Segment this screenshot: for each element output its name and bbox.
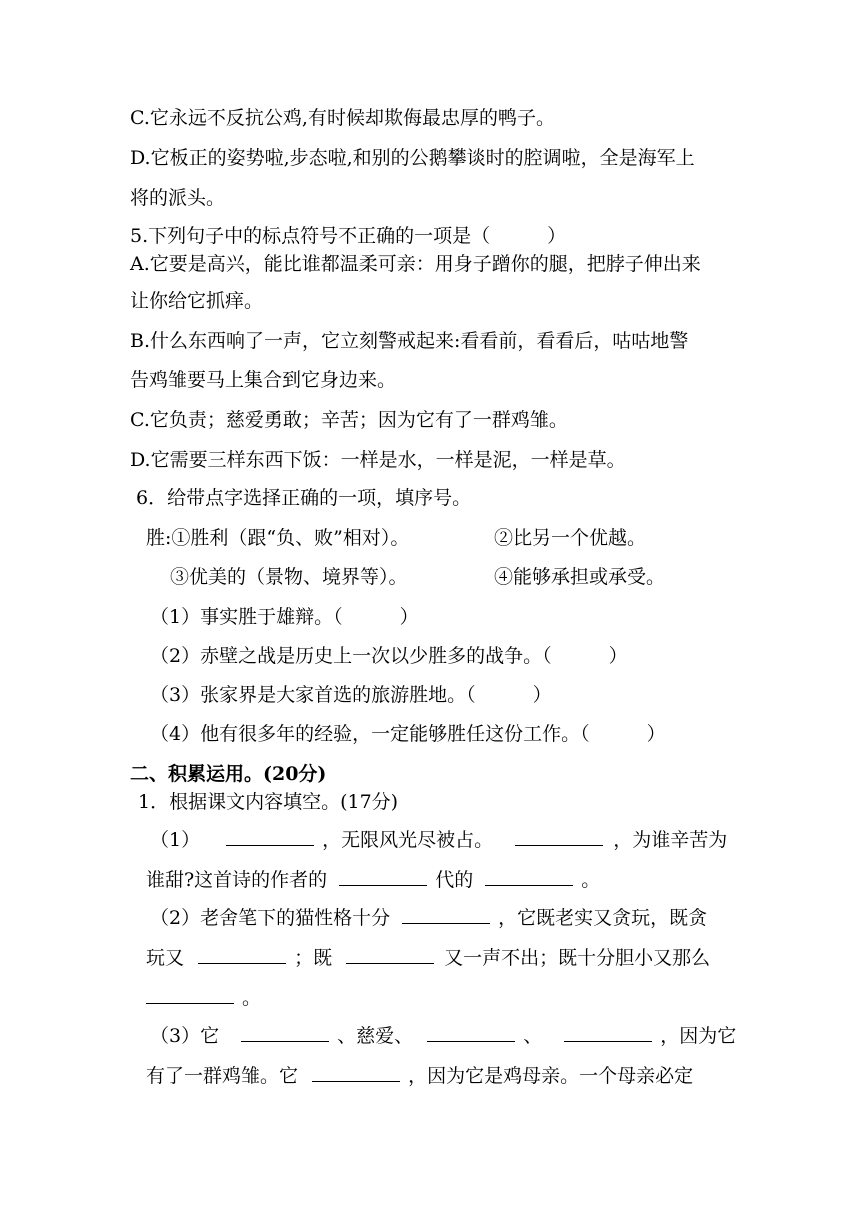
q5-option-a-line2: 让你给它抓痒。 [130, 290, 264, 312]
q6-def-label: 胜: [146, 527, 172, 549]
fill-text: 。 [581, 869, 601, 891]
q6-def-row1 [146, 526, 409, 550]
fill-text: ，无限风光尽被占。 [322, 829, 494, 851]
q6-def1: ①胜利（跟“负、败”相对）。 [171, 527, 410, 549]
fill-text: 又一声不出；既十分胆小又那么 [444, 947, 711, 969]
q6-item4: （4）他有很多年的经验，一定能够胜任这份工作。（ ） [150, 723, 666, 745]
fill-blank[interactable] [515, 829, 603, 846]
fill-blank[interactable] [241, 1025, 329, 1042]
fill-line-7 [146, 1064, 693, 1088]
fill-text: 谁甜?这首诗的作者的 [146, 869, 328, 891]
fill-text: ；既 [294, 947, 333, 969]
q6-item2: （2）赤壁之战是历史上一次以少胜多的战争。（ ） [150, 645, 628, 667]
section2-q1-stem: 1．根据课文内容填空。(17分) [138, 791, 399, 813]
fill-text: ，为谁辛苦为 [613, 829, 728, 851]
fill-line-3 [150, 906, 707, 930]
fill-blank[interactable] [312, 1065, 400, 1082]
fill-text: （3）它 [150, 1025, 220, 1047]
fill-line-5 [146, 986, 261, 1010]
fill-text: 有了一群鸡雏。它 [146, 1065, 299, 1087]
q4-option-d-line2: 将的派头。 [130, 187, 226, 209]
q6-def4: ④能够承担或承受。 [494, 566, 666, 588]
fill-blank[interactable] [427, 1025, 515, 1042]
q5-option-a-line1: A.它要是高兴，能比谁都温柔可亲：用身子蹭你的腿，把脖子伸出来 [130, 253, 701, 275]
fill-text: 代的 [435, 869, 474, 891]
q6-def3: ③优美的（景物、境界等）。 [170, 566, 408, 588]
fill-text: 玩又 [146, 947, 185, 969]
fill-blank[interactable] [346, 947, 434, 964]
q4-option-c: C.它永远不反抗公鸡,有时候却欺侮最忠厚的鸭子。 [130, 107, 555, 129]
fill-text: （2）老舍笔下的猫性格十分 [150, 907, 391, 929]
fill-text: （1） [150, 829, 201, 851]
fill-blank[interactable] [485, 869, 573, 886]
fill-text: 、 [523, 1025, 543, 1047]
fill-blank[interactable] [198, 947, 286, 964]
fill-line-1 [150, 828, 727, 852]
q6-item1: （1）事实胜于雄辩。（ ） [150, 606, 419, 628]
fill-line-4 [146, 946, 710, 970]
fill-line-2 [146, 868, 600, 892]
q5-option-b-line1: B.什么东西响了一声，它立刻警戒起来:看看前，看看后，咕咕地警 [130, 330, 689, 352]
q5-option-d: D.它需要三样东西下饭：一样是水，一样是泥，一样是草。 [130, 449, 626, 471]
q6-item3: （3）张家界是大家首选的旅游胜地。（ ） [150, 684, 552, 706]
section2-heading: 二、积累运用。(20分) [130, 763, 327, 785]
fill-text: ，它既老实又贪玩，既贪 [498, 907, 708, 929]
fill-blank[interactable] [146, 987, 234, 1004]
q5-stem: 5.下列句子中的标点符号不正确的一项是（ ） [130, 225, 567, 247]
fill-blank[interactable] [402, 907, 490, 924]
q6-stem: 6．给带点字选择正确的一项，填序号。 [136, 487, 472, 509]
fill-line-6 [150, 1024, 736, 1048]
q5-option-c: C.它负责；慈爱勇敢；辛苦；因为它有了一群鸡雏。 [130, 409, 568, 431]
fill-text: ，因为它是鸡母亲。一个母亲必定 [408, 1065, 694, 1087]
fill-text: 。 [242, 987, 262, 1009]
fill-blank[interactable] [226, 829, 314, 846]
fill-text: ，因为它 [660, 1025, 737, 1047]
q5-option-b-line2: 告鸡雏要马上集合到它身边来。 [130, 369, 397, 391]
fill-blank[interactable] [339, 869, 427, 886]
fill-blank[interactable] [564, 1025, 652, 1042]
q6-def2: ②比另一个优越。 [494, 527, 647, 549]
fill-text: 、慈爱、 [337, 1025, 414, 1047]
q4-option-d-line1: D.它板正的姿势啦,步态啦,和别的公鹅攀谈时的腔调啦，全是海军上 [130, 147, 695, 169]
